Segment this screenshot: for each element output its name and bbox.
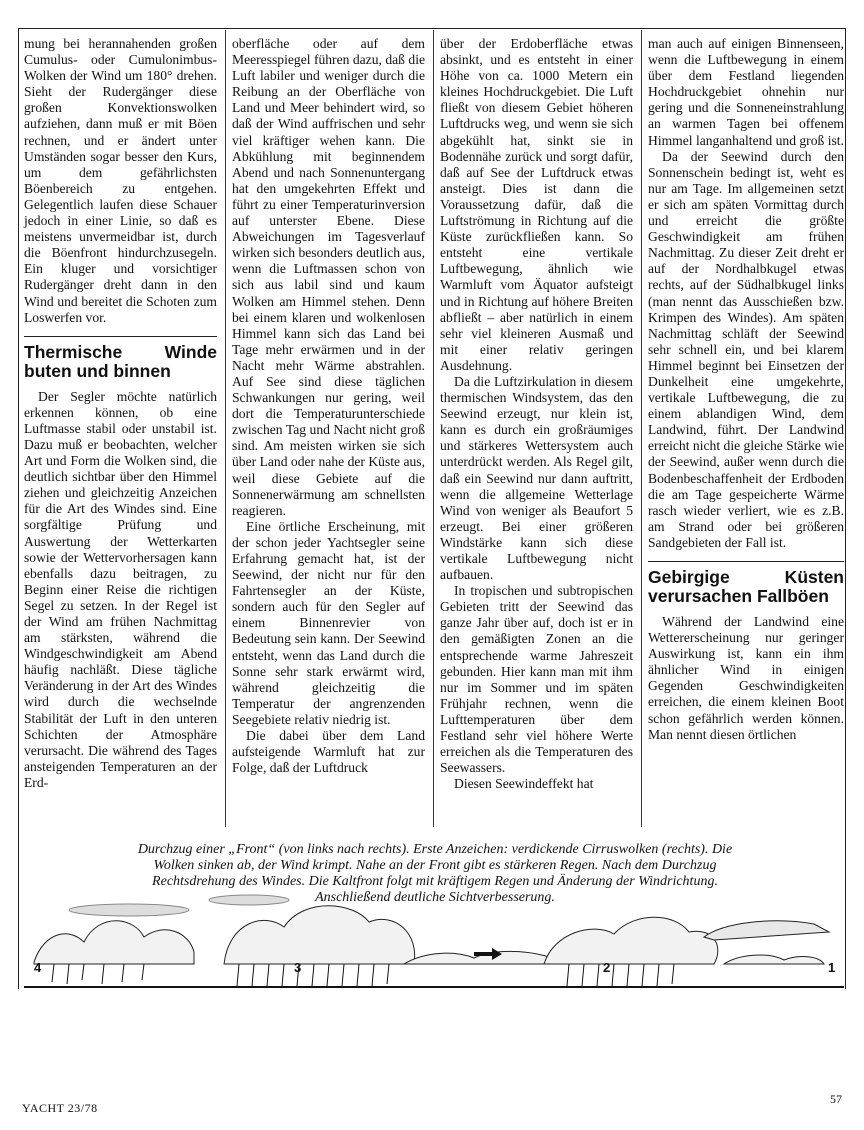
paragraph: Da die Luftzirkulation in diesem thermischen Windsystem, das den Seewind erzeugt, nur klein ist, kann es durch ein großräumiges und stärkeres Wettersystem auch unterdrückt werden. Als Regel gilt, daß ein Seewind nur dann auftritt, wenn die allgemeine Wetterlage Wind von weniger als Beaufort 5 erzeugt. Bei einer größeren Windstärke kann sich diese vertikale Luftbewegung nicht aufbauen. xyxy=(440,373,633,583)
scale-label: 4 xyxy=(34,960,42,975)
section-heading: Thermische Winde buten und binnen xyxy=(24,336,217,381)
column-rule xyxy=(433,30,434,827)
column-rule xyxy=(641,30,642,827)
scale-label: 3 xyxy=(294,960,302,975)
front-passage-illustration xyxy=(24,892,844,988)
paragraph: man auch auf einigen Binnenseen, wenn die Luftbewegung in einem über dem Festland liegenden Hochdruckgebiet ohnehin nur gering und die Sonneneinstrahlung an warmen Tagen bei offenem Himmel langanhaltend und groß ist. xyxy=(648,36,844,148)
figure-caption: Durchzug einer „Front“ (von links nach rechts). Erste Anzeichen: verdickende Cirruswolken (rechts). Die Wolken sinken ab, der Wind krimpt. Nahe an der Front gibt es stärkeren Regen. Nach dem Durchzug Rechtsdrehung des Windes. Die Kaltfront folgt mit kräftigem Regen und Änderung der Windrichtung. Anschließend deutliche Sichtverbesserung. xyxy=(137,842,733,905)
paragraph: Während der Landwind eine Wettererscheinung nur geringer Auswirkung ist, kann ein ihm ähnlicher Wind in einigen Gegenden Geschwindigkeiten erreichen, die einem kleinen Boot schon gefährlich werden können. Man nennt diesen örtlichen xyxy=(648,614,844,742)
column-rule xyxy=(225,30,226,827)
section-heading: Gebirgige Küsten verursachen Fallböen xyxy=(648,561,844,606)
paragraph: oberfläche oder auf dem Meeresspiegel führen dazu, daß die Luft labiler und weniger durch die Reibung an der Oberfläche von Land und Meer behindert wird, so daß der Wind auffrischen und sehr viel kräftiger wehen kann. Die Abkühlung mit beginnendem Abend und nach Sonnenuntergang hat den umgekehrten Effekt und führt zu einer Temperaturinversion auf unterster Ebene. Diese Abweichungen im Tagesverlauf wirken sich besonders deutlich aus, wenn die Luftmassen schon von sich aus labil sind und kaum Wolken am Himmel stehen. Denn bei einem klaren und wolkenlosen Himmel kann sich das Land bei Tage mehr erwärmen und in der Nacht mehr Wärme abstrahlen. Auf See sind diese täglichen Schwankungen nur gering, weil dort die Temperaturunterschiede zwischen Tag und Nacht nicht groß sind. Am meisten wirken sie sich über Land oder nahe der Küste aus, weil diese Gebiete auf die Sonnenerwärmung am schnellsten reagieren. xyxy=(232,36,425,518)
column-1 xyxy=(24,36,217,791)
rain-shading xyxy=(52,964,674,986)
paragraph: mung bei herannahenden großen Cumulus- oder Cumulonimbus-Wolken der Wind um 180° drehen. Sieht der Rudergänger diese großen Konvektionswolken aufziehen, dann muß er mit Böen rechnen, und er ändert unter Umständen sogar besser den Kurs, um dem gefährlichsten Böenbereich zu entgehen. Gelegentlich laufen diese Schauer jedoch in einer Linie, so daß es meistens unvermeidbar ist, durch die Böenfront hindurchzusegeln. Ein kluger und vorsichtiger Rudergänger dreht dann in den Wind und bereitet die Schoten zum Loswerfen vor. xyxy=(24,36,217,325)
paragraph: Da der Seewind durch den Sonnenschein bedingt ist, weht es nur am Tage. Im allgemeinen setzt er sich am späten Vormittag durch und erreicht die größte Geschwindigkeit am frühen Nachmittag. Zu dieser Zeit dreht er auf der Nordhalbkugel etwas rechts, auf der Südhalbkugel links (man nennt das Ausschießen bzw. Krimpen des Windes). Am späten Nachmittag schläft der Seewind sehr schnell ein, und bei klarem Himmel beginnt bei Einsetzen der Dunkelheit eine umgekehrte, vertikale Luftbewegung, die zu einem ablandigen Wind, dem Landwind, führt. Der Landwind erreicht nicht die gleiche Stärke wie der Seewind, außer wenn durch die Bodenbeschaffenheit der Erdboden die am Tage gespeicherte Wärme rasch wieder verliert, wie es z.B. am Strand oder bei größeren Sandgebieten der Fall ist. xyxy=(648,148,844,550)
paragraph: über der Erdoberfläche etwas absinkt, und es entsteht in einer Höhe von ca. 1000 Metern ein kleines Hochdruckgebiet. Die Luft fließt von diesem Gebiet höheren Luftdrucks weg, und wenn sie sich abgekühlt hat, sinkt sie in Bodennähe zurück und sorgt dafür, daß auf See der Luftdruck etwas ansteigt. Dies ist dann die Voraussetzung dafür, daß die Luftströmung in Richtung auf die Küste zurückfließen kann. So entsteht eine vertikale Luftbewegung, ähnlich wie Warmluft vom Äquator aufsteigt und in Richtung auf höhere Breiten abfließt – aber natürlich in einem sehr viel kleineren Ausmaß und mit einer relativ geringen Ausdehnung. xyxy=(440,36,633,373)
scale-label: 2 xyxy=(603,960,611,975)
paragraph: Der Segler möchte natürlich erkennen können, ob eine Luftmasse stabil oder unstabil ist. Dazu muß er beobachten, welcher Art und Form die Wolken sind, die deutlich sichtbar über den Himmel ziehen und gleichzeitig Anzeichen für die Art des Windes sind. Eine sorgfältige Prüfung und Auswertung der Wetterkarten sowie der Wettervorhersagen kann ebenfalls dazu beitragen, zu Beginn einer Reise die richtigen Segel zu setzen. In der Regel ist der Wind am frühen Nachmittag am stärksten, während die Windgeschwindigkeit am Abend häufig nachläßt. Diese tägliche Veränderung in der Art des Windes wird durch die wechselnde Stabilität der Luft in den unteren Schichten der Atmosphäre verursacht. Die während des Tages ansteigenden Temperaturen an der Erd- xyxy=(24,388,217,790)
publication-footer: YACHT 23/78 xyxy=(22,1101,98,1115)
paragraph: Eine örtliche Erscheinung, mit der schon jeder Yachtsegler seine Erfahrung gemacht hat, ist der Seewind, der nicht nur für den Fahrtensegler an der Küste, sondern auch für den Segler auf einem Binnenrevier von Bedeutung sein kann. Der Seewind entsteht, wenn das Land durch die Sonne sehr stark erwärmt wird, während gleichzeitig die Temperatur der angrenzenden Seegebiete relativ niedrig ist. xyxy=(232,518,425,727)
paragraph: In tropischen und subtropischen Gebieten tritt der Seewind das ganze Jahr über auf, doch ist er in den gemäßigten Zonen an die entsprechende warme Jahreszeit gebunden. Hier kann man mit ihm nur im Sommer und im späten Frühjahr rechnen, wenn die Lufttemperaturen über dem Festland sehr viel höhere Werte erreichen als die Temperaturen des Seewassers. xyxy=(440,583,633,776)
cloud-formations xyxy=(34,895,829,964)
paragraph: Diesen Seewindeffekt hat xyxy=(454,776,594,792)
page-number: 57 xyxy=(830,1092,842,1106)
column-2 xyxy=(232,36,425,776)
column-3 xyxy=(440,36,633,792)
column-4 xyxy=(648,36,844,743)
paragraph: Die dabei über dem Land aufsteigende Warmluft hat zur Folge, daß der Luftdruck xyxy=(232,728,425,776)
scale-label: 1 xyxy=(828,960,836,975)
